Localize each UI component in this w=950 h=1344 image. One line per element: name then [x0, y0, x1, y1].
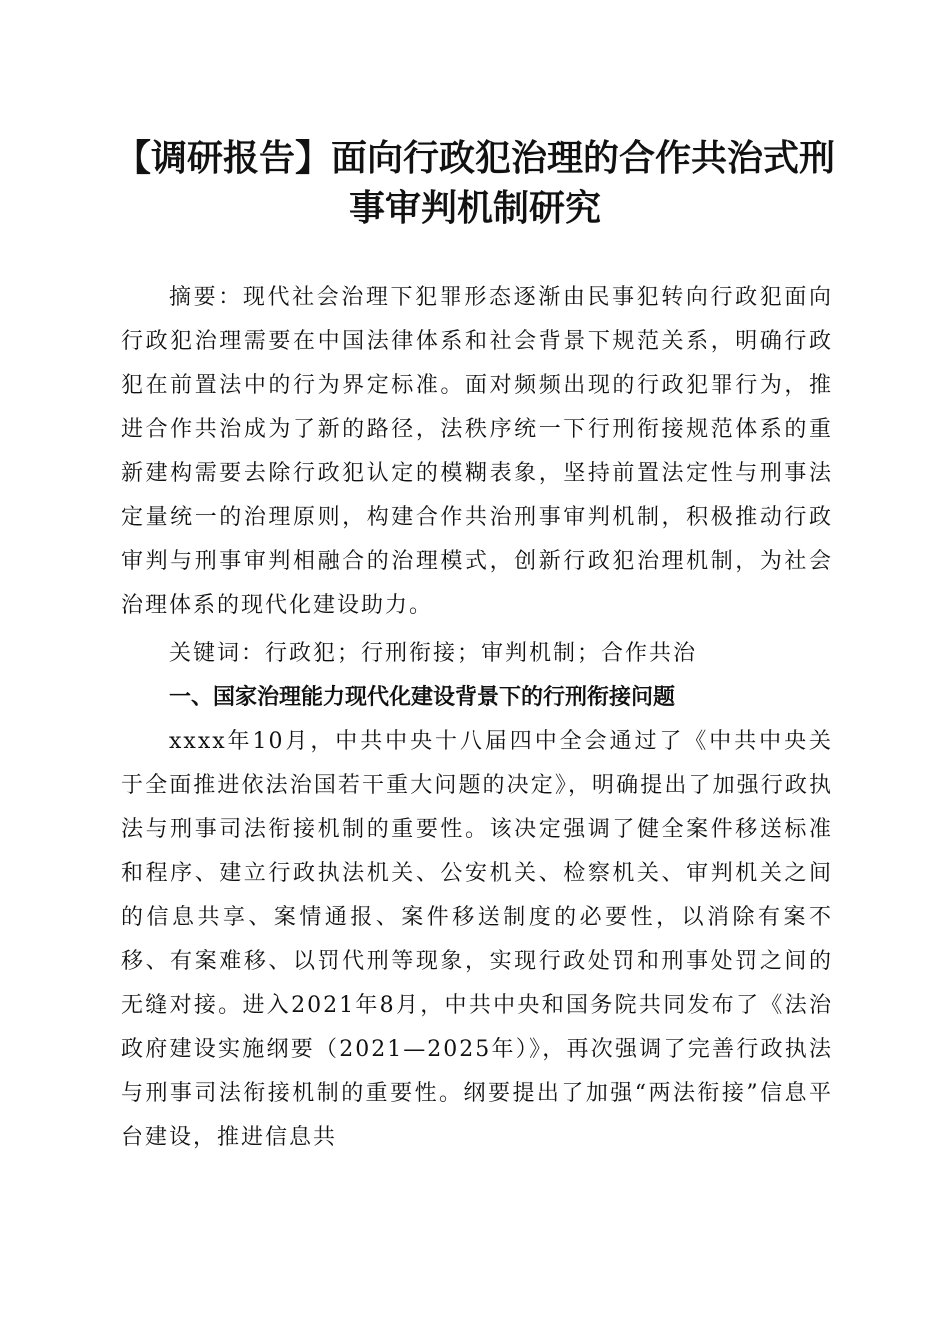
- abstract-paragraph: 摘要：现代社会治理下犯罪形态逐渐由民事犯转向行政犯面向行政犯治理需要在中国法律体系和社会背景下规范关系，明确行政犯在前置法中的行为界定标准。面对频频出现的行政犯罪行为，推进合作共治成为了新的路径，法秩序统一下行刑衔接规范体系的重新建构需要去除行政犯认定的模糊表象，坚持前置法定性与刑事法定量统一的治理原则，构建合作共治刑事审判机制，积极推动行政审判与刑事审判相融合的治理模式，创新行政犯治理机制，为社会治理体系的现代化建设助力。: [121, 285, 833, 618]
- section-1-paragraph: xxxx年10月，中共中央十八届四中全会通过了《中共中央关于全面推进依法治国若干重大问题的决定》，明确提出了加强行政执法与刑事司法衔接机制的重要性。该决定强调了健全案件移送标准和程序、建立行政执法机关、公安机关、检察机关、审判机关之间的信息共享、案情通报、案件移送制度的必要性，以消除有案不移、有案难移、以罚代刑等现象，实现行政处罚和刑事处罚之间的无缝对接。进入2021年8月，中共中央和国务院共同发布了《法治政府建设实施纲要（2021—2025年）》，再次强调了完善行政执法与刑事司法衔接机制的重要性。纲要提出了加强“两法衔接”信息平台建设，推进信息共: [121, 729, 833, 1150]
- title-line-1: 【调研报告】面向行政犯治理的合作共治式刑: [114, 138, 835, 179]
- section-1-heading: 一、国家治理能力现代化建设背景下的行刑衔接问题: [169, 685, 676, 710]
- title-line-2: 事审判机制研究: [348, 188, 601, 229]
- document-title: [110, 134, 840, 234]
- keywords-line: 关键词：行政犯；行刑衔接；审判机制；合作共治: [169, 641, 698, 666]
